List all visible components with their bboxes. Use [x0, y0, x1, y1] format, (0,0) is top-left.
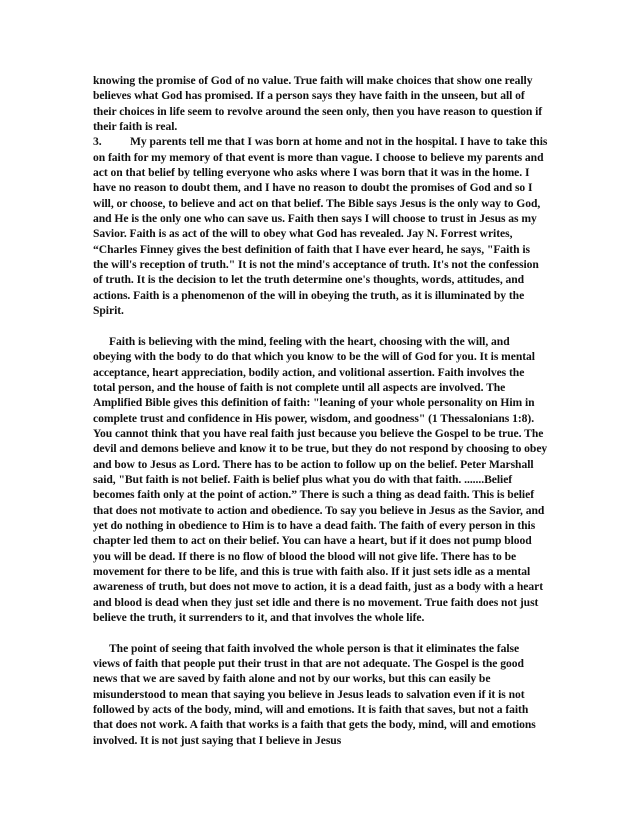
paragraph-whole-person: The point of seeing that faith involved the whole person is that it eliminates the false views of faith that people put their trust in that are not adequate. The Gospel is the good news that we are saved by faith alone and not by our works, but this can easily be misunderstood to mean that saying you believe in Jesus leads to salvation even if it is not followed by acts of the body, mind, will and emotions. It is faith that saves, but not a faith that does not work. A faith that works is a faith that gets the body, mind, will and emotions involved. It is not just saying that I believe in Jesus [93, 641, 536, 747]
paragraph-numbered-3 [93, 134, 548, 318]
paragraph-continuation: knowing the promise of God of no value. True faith will make choices that show one really believes what God has promised. If a person says they have faith in the unseen, but all of their choices in life seem to revolve around the seen only, then you have reason to question if their faith is real. [93, 74, 543, 134]
paragraph-text: My parents tell me that I was born at home and not in the hospital. I have to take this on faith for my memory of that event is more than vague. I choose to believe my parents and act on that belief by telling everyone who asks where I was born that it was in the home. I have no reason to doubt them, and I have no reason to doubt the promises of God and so I will, or choose, to believe and act on that belief. The Bible says Jesus is the only way to God, and He is the only one who can save us. Faith then says I will choose to trust in Jesus as my Savior. Faith is as act of the will to obey what God has revealed. Jay N. Forrest writes, “Charles Finney gives the best definition of faith that I have ever heard, he says, "Faith is the will's reception of truth." It is not the mind's acceptance of truth. It's not the confession of truth. It is the decision to let the truth determine one's thoughts, words, attitudes, and actions. Faith is a phenomenon of the will in obeying the truth, as it is illuminated by the Spirit. [93, 135, 548, 318]
paragraph-faith-definition: Faith is believing with the mind, feeling with the heart, choosing with the will, and obeying with the body to do that which you know to be the will of God for you. It is mental acceptance, heart appreciation, bodily action, and volitional assertion. Faith involves the total person, and the house of faith is not complete until all aspects are involved. The Amplified Bible gives this definition of faith: "leaning of your whole personality on Him in complete trust and confidence in His power, wisdom, and goodness" (1 Thessalonians 1:8). You cannot think that you have real faith just because you believe the Gospel to be true. The devil and demons believe and know it to be true, but they do not respond by choosing to obey and bow to Jesus as Lord. There has to be action to follow up on the belief. Peter Marshall said, "But faith is not belief. Faith is belief plus what you do with that faith. .......Belief becomes faith only at the point of action.” There is such a thing as dead faith. This is belief that does not motivate to action and obedience. To say you believe in Jesus as the Savior, and yet do nothing in obedience to Him is to have a dead faith. The faith of every person in this chapter led them to act on their belief. You can have a heart, but if it does not pump blood you will be dead. If there is no flow of blood the blood will not give life. There has to be movement for there to be life, and this is true with faith also. If it just sets idle as a mental awareness of truth, but does not move to action, it is a dead faith, just as a body with a heart and blood is dead when they just set idle and there is no movement. True faith does not just believe the truth, it surrenders to it, and that involves the whole life. [93, 334, 548, 625]
paragraph-gap [93, 625, 548, 640]
document-body [93, 73, 548, 748]
paragraph-number: 3. [93, 135, 102, 149]
paragraph-gap [93, 319, 548, 334]
